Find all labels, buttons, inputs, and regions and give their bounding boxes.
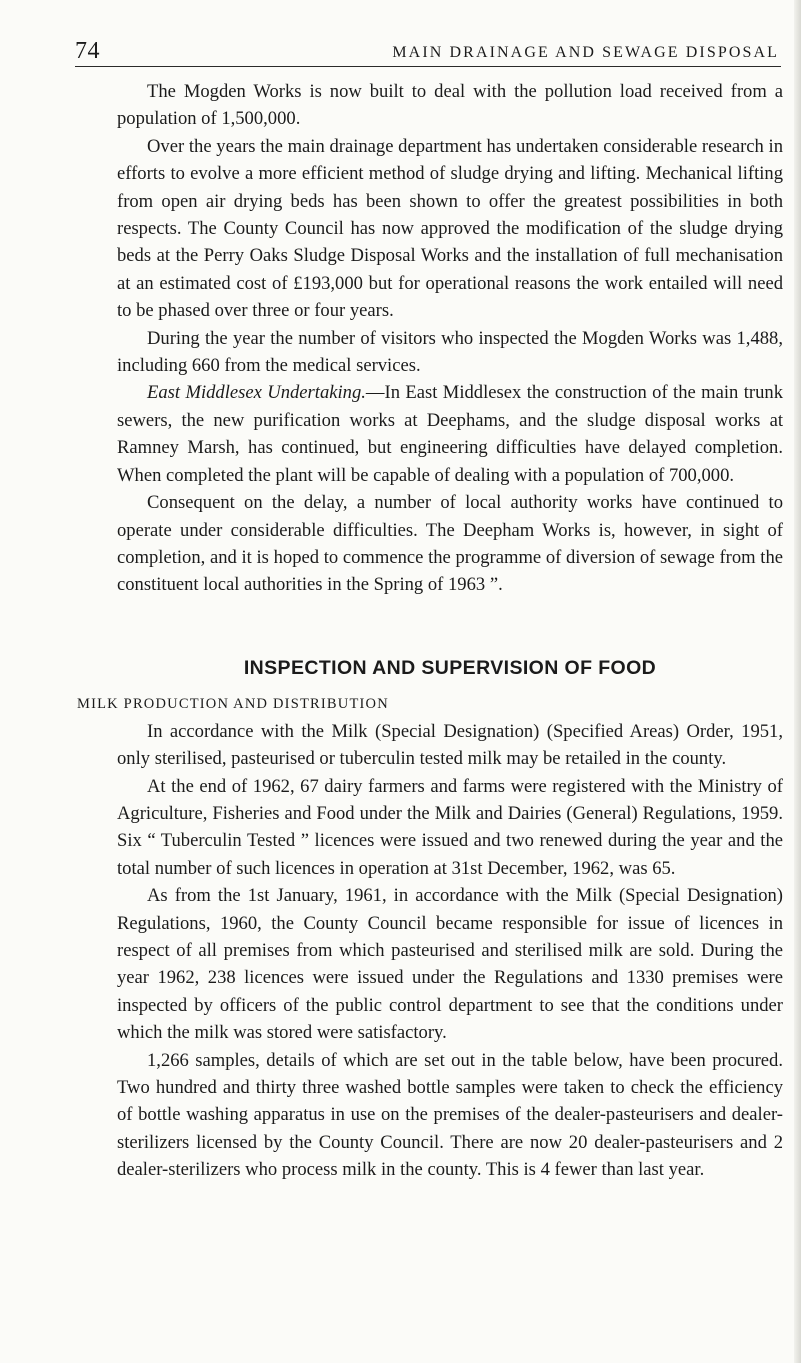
paragraph-visitors: During the year the number of visitors who inspected the Mogden Works was 1,488, including 660 from the medical services. xyxy=(117,327,783,377)
running-title: MAIN DRAINAGE AND SEWAGE DISPOSAL xyxy=(392,44,779,61)
paragraph-mogden-load: The Mogden Works is now built to deal with the pollution load received from a population of 1,500,000. xyxy=(117,81,783,130)
page-number: 74 xyxy=(75,38,100,64)
paragraph-samples: 1,266 samples, details of which are set out in the table below, have been procured. Two hundred and thirty three washed bottle samples were taken to check the efficiency of bottle washing apparatus in use on the premises of the dealer-pasteurisers and dealer-sterilizers licensed by the County Council. There are now 20 dealer-pasteurisers and 2 dealer-sterilizers who process milk in the county. This is 4 fewer than last year. xyxy=(117,1049,783,1181)
east-middlesex-text: —In East Middlesex the construction of the main trunk sewers, the new purification works at Deephams, and the sludge disposal works at Ramney Marsh, has continued, but engineering difficulties have delayed completion. When completed the plant will be capable of dealing with a population of 700,000. xyxy=(117,382,783,486)
subsection-title: MILK PRODUCTION AND DISTRIBUTION xyxy=(77,695,389,712)
page-edge-shadow xyxy=(794,0,801,1363)
paragraph-sludge-research: Over the years the main drainage department has undertaken considerable research in efforts to evolve a more efficient method of sludge drying and lifting. Mechanical lifting from open air drying beds has been shown to offer the greatest possibilities in both respects. The County Council has now approved the modification of the sludge drying beds at the Perry Oaks Sludge Disposal Works and the installation of full mechanisation at an estimated cost of £193,000 but for operational reasons the work entailed will need to be phased over three or four years. xyxy=(117,135,783,322)
paragraph-east-middlesex xyxy=(117,379,783,489)
section-title: INSPECTION AND SUPERVISION OF FOOD xyxy=(243,656,657,679)
page-header xyxy=(75,36,781,67)
paragraph-dairy-farmers: At the end of 1962, 67 dairy farmers and farms were registered with the Ministry of Agriculture, Fisheries and Food under the Milk and Dairies (General) Regulations, 1959. Six “ Tuberculin Tested ” licences were issued and two renewed during the year and the total number of such licences in operation at 31st December, 1962, was 65. xyxy=(117,775,783,879)
paragraph-milk-order: In accordance with the Milk (Special Designation) (Specified Areas) Order, 1951, only sterilised, pasteurised or tuberculin tested milk may be retailed in the county. xyxy=(117,720,783,770)
body-text xyxy=(77,78,783,1184)
east-middlesex-heading: East Middlesex Undertaking. xyxy=(147,382,366,404)
paragraph-licences: As from the 1st January, 1961, in accordance with the Milk (Special Designation) Regulations, 1960, the County Council became responsible for issue of licences in respect of all premises from which pasteurised and sterilised milk are sold. During the year 1962, 238 licences were issued under the Regulations and 1330 premises were inspected by officers of the public control department to see that the conditions under which the milk was stored were satisfactory. xyxy=(117,885,783,1044)
paragraph-consequent: Consequent on the delay, a number of local authority works have continued to operate under considerable difficulties. The Deepham Works is, however, in sight of completion, and it is hoped to commence the programme of diversion of sewage from the constituent local authorities in the Spring of 1963 ”. xyxy=(117,492,783,596)
